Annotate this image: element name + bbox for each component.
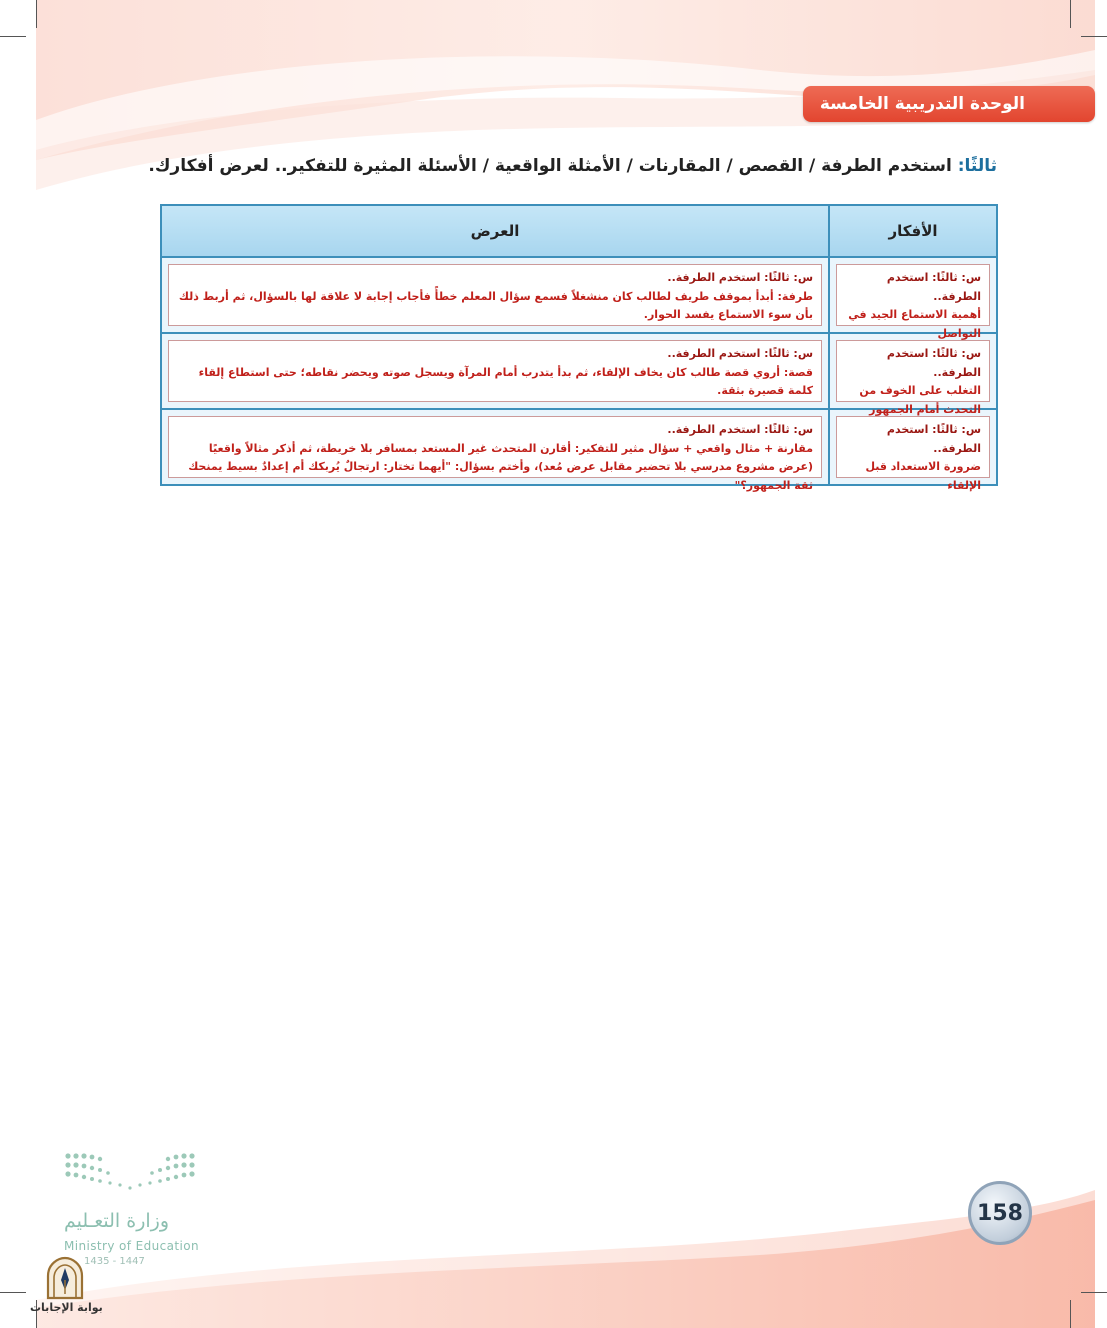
answer-card xyxy=(168,340,822,402)
crop-mark xyxy=(0,36,26,37)
column-header-ideas: الأفكار xyxy=(829,205,997,257)
instruction-lead: ثالثًا: xyxy=(957,156,997,176)
crop-mark xyxy=(1081,36,1107,37)
page-number-badge xyxy=(968,1181,1032,1245)
instruction-text: استخدم الطرفة / القصص / المقارنات / الأمثلة الواقعية / الأسئلة المثيرة للتفكير.. لعرض أفكارك. xyxy=(148,156,958,176)
question-line: س: ثالثًا: استخدم الطرفة.. xyxy=(886,271,981,303)
answer-text: قصة: أروي قصة طالب كان يخاف الإلقاء، ثم بدأ يتدرب أمام المرآة ويسجل صوته ويحضر نقاطه؛ حتى استطاع إلقاء كلمة قصيرة بثقة. xyxy=(198,365,813,398)
question-line: س: ثالثًا: استخدم الطرفة.. xyxy=(886,423,981,455)
column-header-presentation: العرض xyxy=(161,205,829,257)
crop-mark xyxy=(1070,0,1071,28)
unit-title-tab: الوحدة التدريبية الخامسة xyxy=(803,86,1095,122)
answer-text: التغلب على الخوف من التحدث أمام الجمهور xyxy=(859,384,981,417)
answer-card xyxy=(168,264,822,326)
ministry-name-arabic: وزارة التعـليم xyxy=(64,1210,170,1232)
table-row xyxy=(161,333,997,409)
presentation-cell xyxy=(161,409,829,493)
ministry-logo-icon xyxy=(60,1150,210,1206)
table-header-row xyxy=(161,205,997,257)
idea-cell xyxy=(829,409,997,493)
answer-text: أهمية الاستماع الجيد في التواصل xyxy=(848,308,981,341)
question-line: س: ثالثًا: استخدم الطرفة.. xyxy=(667,347,813,360)
question-line: س: ثالثًا: استخدم الطرفة.. xyxy=(667,423,813,436)
answer-card xyxy=(836,340,990,417)
question-line: س: ثالثًا: استخدم الطرفة.. xyxy=(886,347,981,379)
crop-mark xyxy=(36,0,37,28)
table-row xyxy=(161,409,997,485)
answer-card xyxy=(836,264,990,341)
presentation-cell xyxy=(161,333,829,409)
answer-text: مقارنة + مثال واقعي + سؤال مثير للتفكير: أقارن المتحدث غير المستعد بمسافر بلا خريطة، ثم أذكر مثالاً واقعيًا (عرض مشروع مدرسي بلا تحضير مقابل عرض مُعد)، وأختم بسؤال: "أيهما تختار: ارتجالٌ يُربكك أم إعدادٌ بسيط يمنحك ثقة الجمهور؟" xyxy=(188,441,813,493)
answer-card xyxy=(168,416,822,493)
idea-cell xyxy=(829,333,997,417)
crop-mark xyxy=(1081,1292,1107,1293)
ministry-name-english: Ministry of Education xyxy=(64,1239,199,1253)
presentation-cell xyxy=(161,257,829,333)
crop-mark xyxy=(1070,1300,1071,1328)
ideas-table xyxy=(160,204,998,493)
answer-card xyxy=(836,416,990,493)
question-line: س: ثالثًا: استخدم الطرفة.. xyxy=(667,271,813,284)
answer-text: ضرورة الاستعداد قبل الإلقاء xyxy=(865,460,981,493)
ministry-year: 1435 - 1447 xyxy=(84,1256,145,1267)
answers-portal-label: بوابة الإجابات xyxy=(30,1301,103,1314)
table-row xyxy=(161,257,997,333)
crop-mark xyxy=(0,1292,26,1293)
answer-text: طرفة: أبدأ بموقف طريف لطالب كان منشغلاً فسمع سؤال المعلم خطأً فأجاب إجابة لا علاقة لها بالسؤال، ثم أربط ذلك بأن سوء الاستماع يفسد الحوار. xyxy=(178,289,813,322)
idea-cell xyxy=(829,257,997,341)
page-number: 158 xyxy=(977,1200,1023,1226)
activity-instruction xyxy=(137,156,997,176)
answers-portal-icon xyxy=(44,1256,86,1300)
